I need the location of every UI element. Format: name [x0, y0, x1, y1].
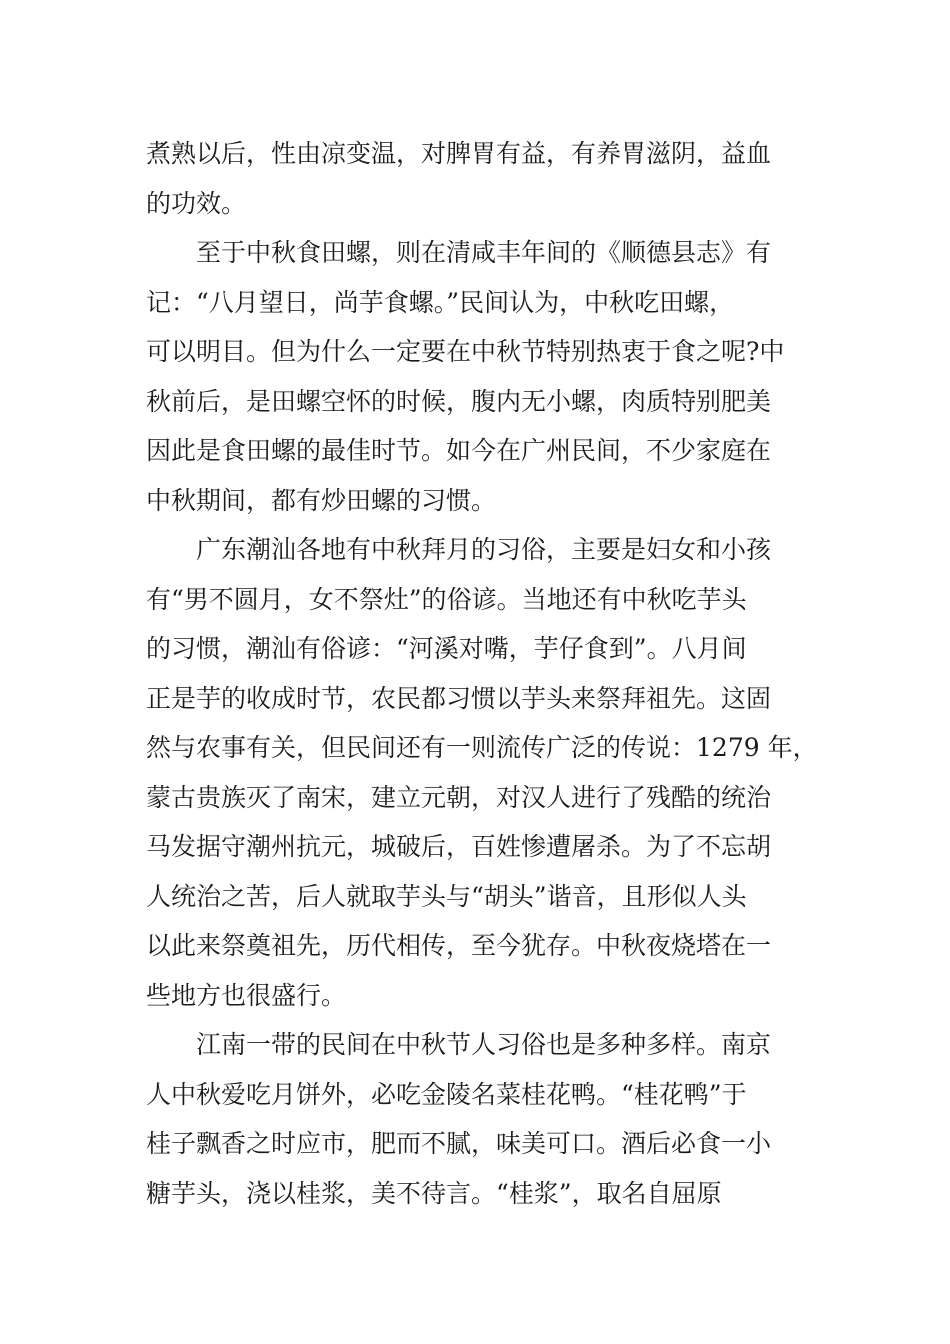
- text-line: 记：“八月望日，尚芋食螺。”民间认为，中秋吃田螺，: [146, 287, 735, 317]
- text-line: 正是芋的收成时节，农民都习惯以芋头来祭拜祖先。这固: [146, 683, 772, 713]
- text-line: 人中秋爱吃月饼外，必吃金陵名菜桂花鸭。“桂花鸭”于: [146, 1079, 747, 1109]
- paragraph-1: [146, 129, 826, 228]
- text-line: 人统治之苦，后人就取芋头与“胡头”谐音，且形似人头: [146, 881, 747, 911]
- text-line: 桂子飘香之时应市，肥而不腻，味美可口。酒后必食一小: [146, 1129, 772, 1158]
- text-line: 因此是食田螺的最佳时节。如今在广州民间，不少家庭在: [146, 436, 772, 465]
- text-line: 有“男不圆月，女不祭灶”的俗谚。当地还有中秋吃芋头: [146, 584, 747, 614]
- text-line: 的功效。: [146, 188, 247, 218]
- text-line: 糖芋头，浇以桂浆，美不待言。“桂浆”，取名自屈原: [146, 1178, 722, 1208]
- text-line: 些地方也很盛行。: [146, 980, 347, 1010]
- body-text: [146, 129, 826, 1218]
- text-line: 江南一带的民间在中秋节人习俗也是多种多样。南京: [196, 1030, 772, 1059]
- text-line: 蒙古贵族灭了南宋，建立元朝，对汉人进行了残酷的统治: [146, 782, 772, 812]
- text-line: 的习惯，潮汕有俗谚：“河溪对嘴，芋仔食到”。八月间: [146, 634, 747, 663]
- paragraph-2: [146, 228, 826, 525]
- text-line: 以此来祭奠祖先，历代相传，至今犹存。中秋夜烧塔在一: [146, 931, 772, 960]
- text-line: 马发据守潮州抗元，城破后，百姓惨遭屠杀。为了不忘胡: [146, 832, 772, 861]
- text-line: 然与农事有关，但民间还有一则流传广泛的传说：1279 年，: [146, 733, 818, 762]
- text-line: 至于中秋食田螺，则在清咸丰年间的《顺德县志》有: [196, 238, 772, 267]
- paragraph-3: [146, 525, 826, 1020]
- paragraph-4: [146, 1020, 826, 1218]
- text-line: 可以明目。但为什么一定要在中秋节特别热衷于食之呢?中: [146, 337, 785, 366]
- text-line: 秋前后，是田螺空怀的时候，腹内无小螺，肉质特别肥美: [146, 386, 772, 416]
- text-line: 煮熟以后，性由凉变温，对脾胃有益，有养胃滋阴，益血: [146, 139, 772, 168]
- text-line: 中秋期间，都有炒田螺的习惯。: [146, 485, 497, 515]
- text-line: 广东潮汕各地有中秋拜月的习俗，主要是妇女和小孩: [196, 535, 772, 564]
